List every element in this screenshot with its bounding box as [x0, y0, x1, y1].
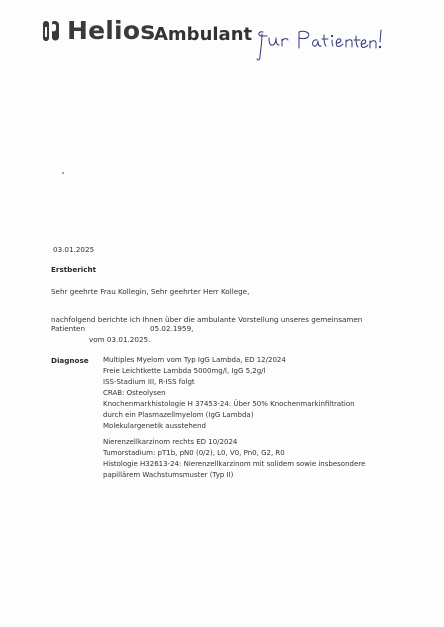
helios-logo — [40, 16, 155, 45]
diagnose-label: Diagnose — [51, 356, 89, 365]
letter-heading: Erstbericht — [51, 265, 97, 274]
letter-date: 03.01.2025 — [53, 245, 95, 254]
diagnose-line: ISS-Stadium III, R-ISS folgt — [103, 378, 195, 386]
diagnose-list — [103, 355, 365, 481]
diagnose-line: Tumorstadium: pT1b, pN0 (0/2), L0, V0, Pn0, G2, R0 — [103, 449, 285, 457]
scan-speck — [62, 172, 64, 174]
diagnose-line: Multiples Myelom vom Typ IgG Lambda, ED 12/2024 — [103, 356, 286, 364]
salutation: Sehr geehrte Frau Kollegin, Sehr geehrter Herr Kollege, — [51, 287, 250, 296]
intro-line-1: nachfolgend berichte ich Ihnen über die ambulante Vorstellung unseres gemeinsamen — [51, 315, 363, 324]
diagnose-line: papillärem Wachstumsmuster (Typ II) — [103, 471, 234, 479]
diagnose-line: Knochenmarkhistologie H 37453-24: Über 50% Knochenmarkinfiltration — [103, 400, 355, 408]
diagnose-line: Freie Leichtkette Lambda 5000mg/l, IgG 5,2g/l — [103, 367, 266, 375]
brand-subtitle: Ambulant — [154, 24, 253, 45]
diagnose-line: Histologie H32613-24: Nierenzellkarzinom mit solidem sowie insbesondere — [103, 460, 366, 468]
diagnose-line: CRAB: Osteolysen — [103, 389, 166, 397]
helios-logo-icon — [40, 18, 62, 44]
diagnose-line: durch ein Plasmazellmyelom (IgG Lambda) — [103, 411, 254, 419]
brand-name: Helios — [67, 16, 156, 45]
diagnose-line: Nierenzellkarzinom rechts ED 10/2024 — [103, 438, 238, 446]
intro-birthdate: 05.02.1959, — [150, 324, 194, 333]
intro-patient-label: Patienten — [51, 324, 86, 333]
diagnose-line: Molekulargenetik ausstehend — [103, 422, 206, 430]
intro-visit-date: vom 03.01.2025. — [89, 335, 151, 344]
handwritten-note — [255, 26, 385, 76]
